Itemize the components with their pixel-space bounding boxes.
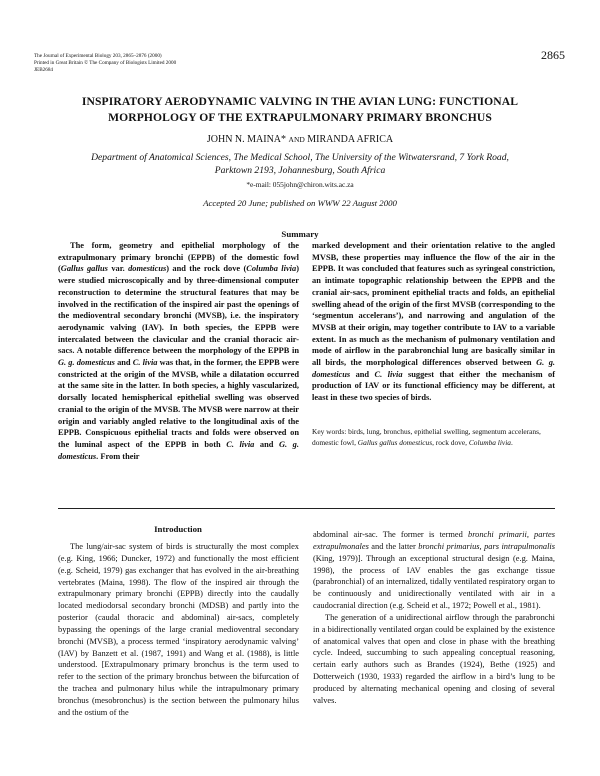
keywords-text: . xyxy=(510,438,513,447)
title-line-1: INSPIRATORY AERODYNAMIC VALVING IN THE AVIAN LUNG: FUNCTIONAL xyxy=(81,95,519,108)
summary-text: marked development and their orientation relative to the angled MVSB, these properties may influence the flow of the air in the EPPB. It was concluded that features such as syringeal constriction, an intimate topographic relationship between the EPPB and the cranial air-sacs, prominent epithelial tracts and folds, an epithelial swelling ahead of the origin of the first MVSB (corresponding to the ‘segmentun accelerans’), and narrowing and angulation of the MVSB at their origin, may together contribute to IAV to a variable extent. In as much as the mechanism of pulmonary ventilation and mode of airflow in the parabronchial lung are basically similar in all birds, the morphological differences observed between xyxy=(312,241,555,368)
journal-citation xyxy=(34,53,176,74)
journal-line-1: The Journal of Experimental Biology 203, 2865–2876 (2000) xyxy=(34,53,162,59)
summary-text: and xyxy=(254,439,279,449)
keyword-species: Columba livia xyxy=(468,438,511,447)
summary-text: was that, in the former, the EPPB were constricted at the origin of the MVSB, while a dilatation occurred at the same site in the latter. In both species, a highly vascularized, dorsally located hemispherical epithelial swelling was observed cranial to the origin of the MVSB. The MVSB were narrow at their origin and variably angled relative to the longitudinal axis of the EPPB. Conspicuous epithelial tracts and folds were observed on the luminal aspect of the EPPB in both xyxy=(58,358,299,449)
summary-text: var. xyxy=(107,264,129,274)
species-name: C. livia xyxy=(226,439,255,449)
summary-left-column xyxy=(58,240,299,462)
summary-right-column xyxy=(312,240,555,404)
intro-paragraph xyxy=(313,529,555,612)
intro-text: and the latter xyxy=(368,541,419,551)
article-title xyxy=(40,94,560,126)
keyword-species: Gallus gallus domesticus xyxy=(357,438,433,447)
authors xyxy=(40,134,560,145)
summary-text: . From their xyxy=(96,451,140,461)
authors-and: AND xyxy=(288,135,305,144)
summary-heading: Summary xyxy=(281,229,319,239)
affiliation xyxy=(60,151,540,177)
page-number: 2865 xyxy=(541,48,565,62)
keywords xyxy=(312,426,555,448)
introduction-heading: Introduction xyxy=(154,524,202,534)
summary-text: ) and the rock dove ( xyxy=(166,264,247,274)
latin-term: bronchi primarii, partes extrapulmonales xyxy=(313,530,555,551)
email: *e-mail: 055john@chiron.wits.ac.za xyxy=(246,180,354,189)
journal-line-3: JEB2684 xyxy=(34,67,54,73)
summary-text: suggest that either the mechanism of production of IAV or its functional efficiency may be different, at least in these two species of birds. xyxy=(312,369,555,403)
species-name: G. g. domesticus xyxy=(58,439,299,461)
summary-text: and xyxy=(350,369,375,379)
keywords-text: , rock dove, xyxy=(432,438,469,447)
intro-text: (King, 1979)]. Through an exceptional structural design (e.g. Maina, 1998), the process of IAV enables the gas exchange tissue (parabronchial) of an internalized, tidally ventilated respiratory organ to be continuously and unidirectionally ventilated with air in a caudocranial direction (e.g. Scheid et al., 1972; Powell et al., 1981). xyxy=(313,553,555,611)
section-divider xyxy=(58,508,555,509)
summary-text: ) were studied microscopically and by three-dimensional computer reconstruction to determine the structural features that may be involved in the rectification of the inspired air past the openings of the medioventral secondary bronchi (MVSB), i.e. the inspiratory aerodynamic valving (IAV). In both species, the EPPB were intercalated between the clavicular and the cranial thoracic air-sacs. A notable difference between the morphology of the EPPB in xyxy=(58,264,299,356)
introduction-right-column xyxy=(313,529,555,707)
latin-term: bronchi primarius, pars intrapulmonalis xyxy=(418,541,555,551)
species-name: domesticus xyxy=(128,264,167,274)
title-line-2: MORPHOLOGY OF THE EXTRAPULMONARY PRIMARY BRONCHUS xyxy=(108,111,492,124)
species-name: Gallus gallus xyxy=(60,264,108,274)
intro-paragraph: The generation of a unidirectional airflow through the parabronchi in a bidirectionally ventilated organ could be explained by the existence of anatomical valves that open and close in phase with the breathing cycle. Indeed, succumbing to such appealing conceptual reasoning, certain early authors such as Brandes (1924), Bethe (1925) and Dotterweich (1930, 1933) regarded the airflow in a bird’s lung to be produced by alternating mechanical opening and closing of several valves. xyxy=(313,612,555,705)
accepted-date: Accepted 20 June; published on WWW 22 August 2000 xyxy=(203,198,397,208)
intro-text: abdominal air-sac. The former is termed xyxy=(313,530,468,539)
author-1: JOHN N. MAINA* xyxy=(206,134,287,145)
species-name: G. g. domesticus xyxy=(312,358,555,379)
author-2: MIRANDA AFRICA xyxy=(307,134,394,145)
affiliation-line-2: Parktown 2193, Johannesburg, South Africa xyxy=(214,165,386,176)
summary-text: and xyxy=(114,358,133,368)
species-name: Columba livia xyxy=(246,264,297,274)
affiliation-line-1: Department of Anatomical Sciences, The Medical School, The University of the Witwatersrand, 7 York Road, xyxy=(91,152,509,163)
keywords-text: Key words: birds, lung, bronchus, epithelial swelling, segmentum accelerans, domestic fowl, xyxy=(312,427,541,447)
summary-text: The form, geometry and epithelial morphology of the extrapulmonary primary bronchi (EPPB) of the domestic fowl ( xyxy=(58,241,299,274)
species-name: G. g. domesticus xyxy=(58,358,115,368)
journal-line-2: Printed in Great Britain © The Company of Biologists Limited 2000 xyxy=(34,60,177,66)
species-name: C. livia xyxy=(374,369,403,379)
introduction-left-column: The lung/air-sac system of birds is structurally the most complex (e.g. King, 1966; Duncker, 1972) and functionally the most efficient (e.g. Scheid, 1979) gas exchanger that has evolved in the air-breathing vertebrates (Maina, 1998). The flow of the inspired air through the extrapulmonary primary bronchi (EPPB) directly into the caudally located mediodorsal secondary bronchi (MDSB) and partly into the posterior (caudal thoracic and abdominal) air-sacs, completely bypassing the openings of the large cranial medioventral secondary bronchi (MVSB), a process termed ‘inspiratory aerodynamic valving’ (IAV) by Banzett et al. (1987, 1991) and Wang et al. (1988), is little understood. [Extrapulmonary primary bronchus is the term used to refer to the section of the primary bronchus between the bifurcation of the trachea and pulmonary hilus while the intrapulmonary primary bronchus (mesobronchus) is the section between the pulmonary hilus and the ostium of the xyxy=(58,542,299,717)
species-name: C. livia xyxy=(132,358,158,368)
